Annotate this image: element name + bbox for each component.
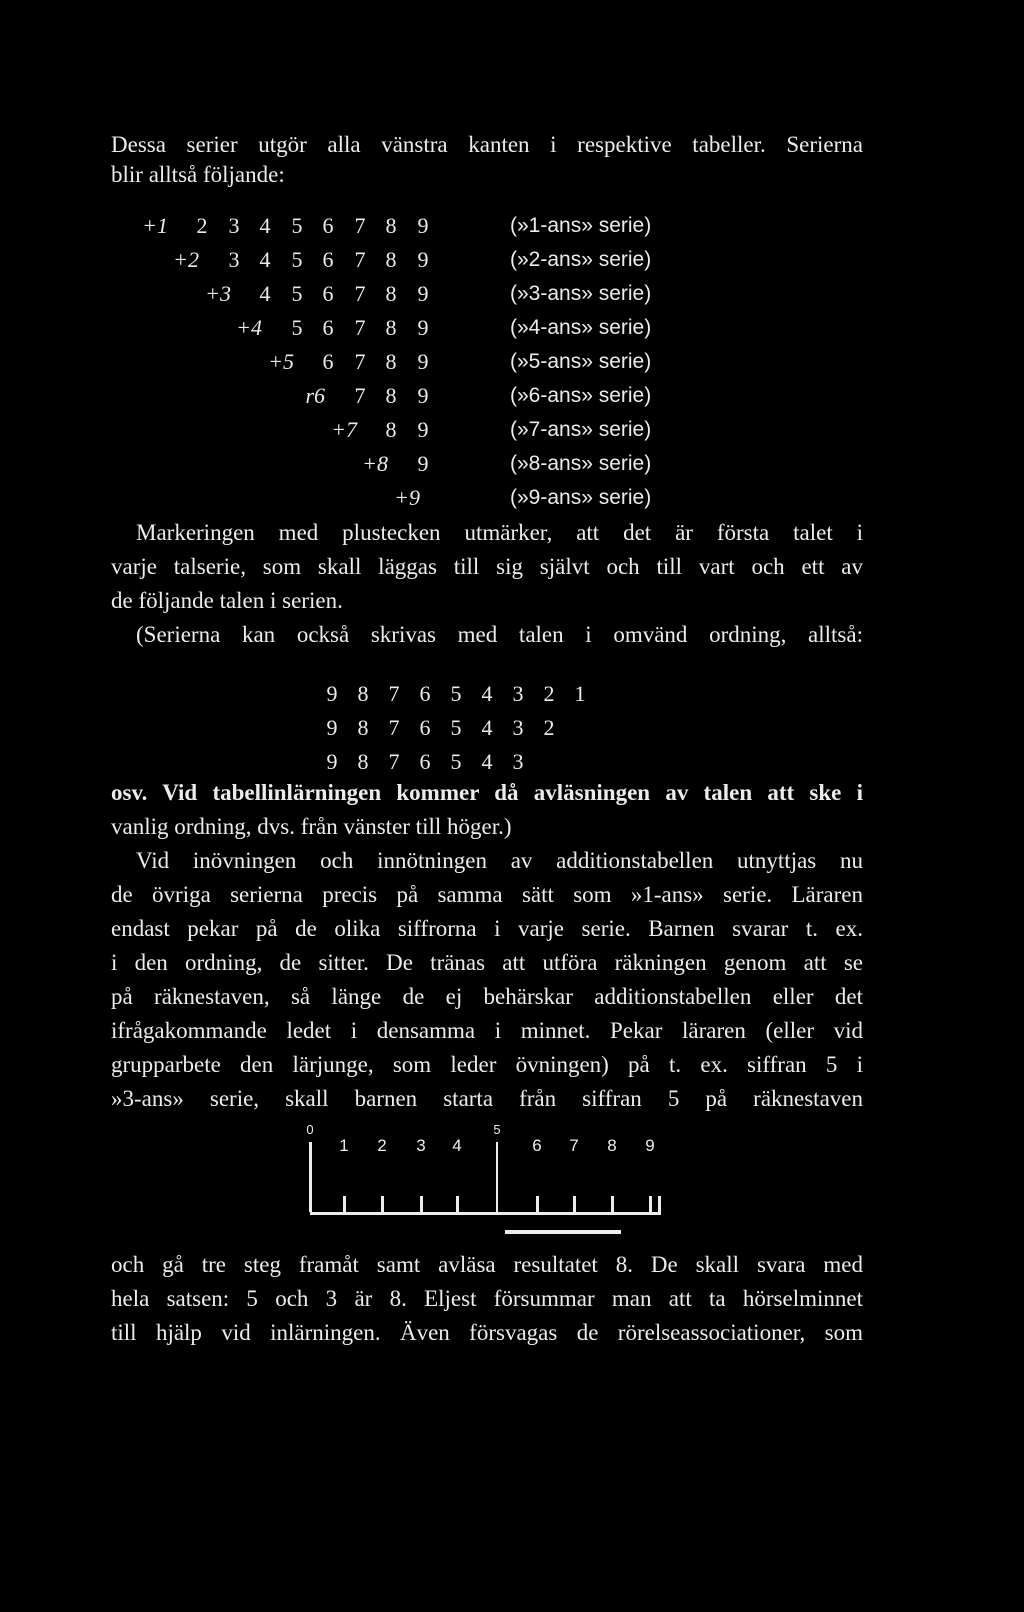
series-start-number: r6	[305, 383, 325, 408]
series-label: (»7-ans» serie)	[510, 418, 652, 441]
reverse-number: 3	[512, 749, 524, 774]
series-number: 9	[417, 281, 429, 306]
paragraph-4-line-1: och gå tre steg framåt samt avläsa resultatet 8. De skall svara med	[111, 1252, 863, 1277]
series-number: 9	[417, 417, 429, 442]
rod-number: 4	[452, 1136, 462, 1155]
rod-number: 8	[607, 1136, 617, 1155]
series-number: 8	[385, 281, 397, 306]
rod-number: 5	[493, 1122, 501, 1137]
paragraph-4-line-3: till hjälp vid inlärningen. Även försvagas de rörelseassociationer, som	[111, 1320, 863, 1345]
reverse-number: 3	[512, 715, 524, 740]
series-number: 7	[354, 315, 366, 340]
series-label: (»2-ans» serie)	[510, 248, 652, 271]
reverse-number: 4	[481, 681, 493, 706]
rod-tick	[420, 1196, 423, 1212]
rod-number: 3	[416, 1136, 426, 1155]
rod-underline	[505, 1230, 621, 1234]
series-number: 5	[291, 247, 303, 272]
reverse-number: 5	[450, 715, 462, 740]
series-number: 3	[228, 213, 240, 238]
rod-number: 0	[306, 1122, 314, 1137]
intro-line-2: blir alltså följande:	[111, 162, 285, 187]
series-number: 5	[291, 281, 303, 306]
reverse-number: 9	[326, 749, 338, 774]
rod-tick	[611, 1196, 614, 1212]
reverse-number: 9	[326, 715, 338, 740]
series-number: 2	[196, 213, 208, 238]
rod-tick	[381, 1196, 384, 1212]
series-number: 6	[322, 247, 334, 272]
series-number: 8	[385, 417, 397, 442]
paragraph-3-line-3: endast pekar på de olika siffrorna i varje serie. Barnen svarar t. ex.	[111, 916, 863, 941]
series-number: 9	[417, 451, 429, 476]
rod-number: 6	[532, 1136, 542, 1155]
paragraph-2-line-1: osv. Vid tabellinlärningen kommer då avläsningen av talen att ske i	[111, 780, 863, 805]
reverse-number: 8	[357, 749, 369, 774]
series-number: 7	[354, 213, 366, 238]
rod-number: 7	[569, 1136, 579, 1155]
series-number: 4	[259, 247, 271, 272]
series-label: (»9-ans» serie)	[510, 486, 652, 509]
paragraph-1-line-3: de följande talen i serien.	[111, 588, 343, 613]
series-start-number: +8	[362, 451, 388, 476]
series-label: (»5-ans» serie)	[510, 350, 652, 373]
series-number: 8	[385, 315, 397, 340]
reverse-number: 7	[388, 749, 400, 774]
series-start-number: +7	[331, 417, 357, 442]
series-start-number: +4	[236, 315, 262, 340]
series-number: 4	[259, 213, 271, 238]
series-label: (»3-ans» serie)	[510, 282, 652, 305]
rod-number: 9	[645, 1136, 655, 1155]
paragraph-2-line-2: vanlig ordning, dvs. från vänster till höger.)	[111, 814, 512, 839]
rod-tick	[309, 1142, 312, 1212]
rod-end-tick	[658, 1196, 661, 1215]
series-start-number: +9	[394, 485, 420, 510]
reverse-number: 2	[543, 681, 555, 706]
series-number: 9	[417, 247, 429, 272]
series-number: 9	[417, 213, 429, 238]
series-number: 5	[291, 213, 303, 238]
series-start-number: +5	[268, 349, 294, 374]
reverse-number: 2	[543, 715, 555, 740]
intro-line-1: Dessa serier utgör alla vänstra kanten i respektive tabeller. Serierna	[111, 132, 863, 157]
rod-tick	[649, 1196, 652, 1212]
reverse-number: 7	[388, 681, 400, 706]
series-number: 6	[322, 349, 334, 374]
series-number: 6	[322, 213, 334, 238]
rod-tick	[496, 1142, 498, 1212]
paragraph-1-line-1: Markeringen med plustecken utmärker, att det är första talet i	[136, 520, 863, 545]
series-number: 7	[354, 349, 366, 374]
series-number: 8	[385, 247, 397, 272]
reverse-number: 4	[481, 715, 493, 740]
series-number: 9	[417, 349, 429, 374]
reverse-number: 8	[357, 715, 369, 740]
rod-bar	[310, 1212, 660, 1215]
rod-tick	[573, 1196, 576, 1212]
paragraph-2-intro: (Serierna kan också skrivas med talen i omvänd ordning, alltså:	[136, 622, 863, 647]
series-number: 6	[322, 315, 334, 340]
rod-tick	[343, 1196, 346, 1212]
reverse-number: 6	[419, 749, 431, 774]
series-number: 4	[259, 281, 271, 306]
paragraph-3-line-7: grupparbete den lärjunge, som leder övningen) på t. ex. siffran 5 i	[111, 1052, 863, 1077]
reverse-number: 4	[481, 749, 493, 774]
series-number: 7	[354, 281, 366, 306]
reverse-number: 6	[419, 681, 431, 706]
paragraph-3-line-6: ifrågakommande ledet i densamma i minnet. Pekar läraren (eller vid	[111, 1018, 863, 1043]
reverse-number: 1	[574, 681, 586, 706]
series-number: 8	[385, 383, 397, 408]
paragraph-3-line-8: »3-ans» serie, skall barnen starta från siffran 5 på räknestaven	[111, 1086, 863, 1111]
paragraph-4-line-2: hela satsen: 5 och 3 är 8. Eljest försummar man att ta hörselminnet	[111, 1286, 863, 1311]
series-label: (»4-ans» serie)	[510, 316, 652, 339]
reverse-number: 3	[512, 681, 524, 706]
series-number: 9	[417, 315, 429, 340]
rod-tick	[456, 1196, 459, 1212]
series-number: 5	[291, 315, 303, 340]
reverse-number: 6	[419, 715, 431, 740]
paragraph-3-line-1: Vid inövningen och innötningen av additionstabellen utnyttjas nu	[136, 848, 863, 873]
paragraph-3-line-2: de övriga serierna precis på samma sätt som »1-ans» serie. Läraren	[111, 882, 863, 907]
series-label: (»8-ans» serie)	[510, 452, 652, 475]
series-number: 8	[385, 349, 397, 374]
series-label: (»6-ans» serie)	[510, 384, 652, 407]
rod-number: 1	[339, 1136, 349, 1155]
series-start-number: +1	[142, 213, 168, 238]
series-number: 6	[322, 281, 334, 306]
series-number: 7	[354, 247, 366, 272]
series-number: 3	[228, 247, 240, 272]
series-number: 7	[354, 383, 366, 408]
series-start-number: +2	[173, 247, 199, 272]
reverse-number: 9	[326, 681, 338, 706]
paragraph-3-line-4: i den ordning, de sitter. De tränas att utföra räkningen genom att se	[111, 950, 863, 975]
reverse-number: 5	[450, 681, 462, 706]
series-start-number: +3	[205, 281, 231, 306]
series-number: 8	[385, 213, 397, 238]
reverse-number: 5	[450, 749, 462, 774]
reverse-number: 8	[357, 681, 369, 706]
rod-tick	[536, 1196, 539, 1212]
paragraph-3-line-5: på räknestaven, så länge de ej behärskar additionstabellen eller det	[111, 984, 863, 1009]
series-number: 9	[417, 383, 429, 408]
reverse-number: 7	[388, 715, 400, 740]
paragraph-1-line-2: varje talserie, som skall läggas till sig självt och till vart och ett av	[111, 554, 863, 579]
rod-number: 2	[377, 1136, 387, 1155]
series-label: (»1-ans» serie)	[510, 214, 652, 237]
